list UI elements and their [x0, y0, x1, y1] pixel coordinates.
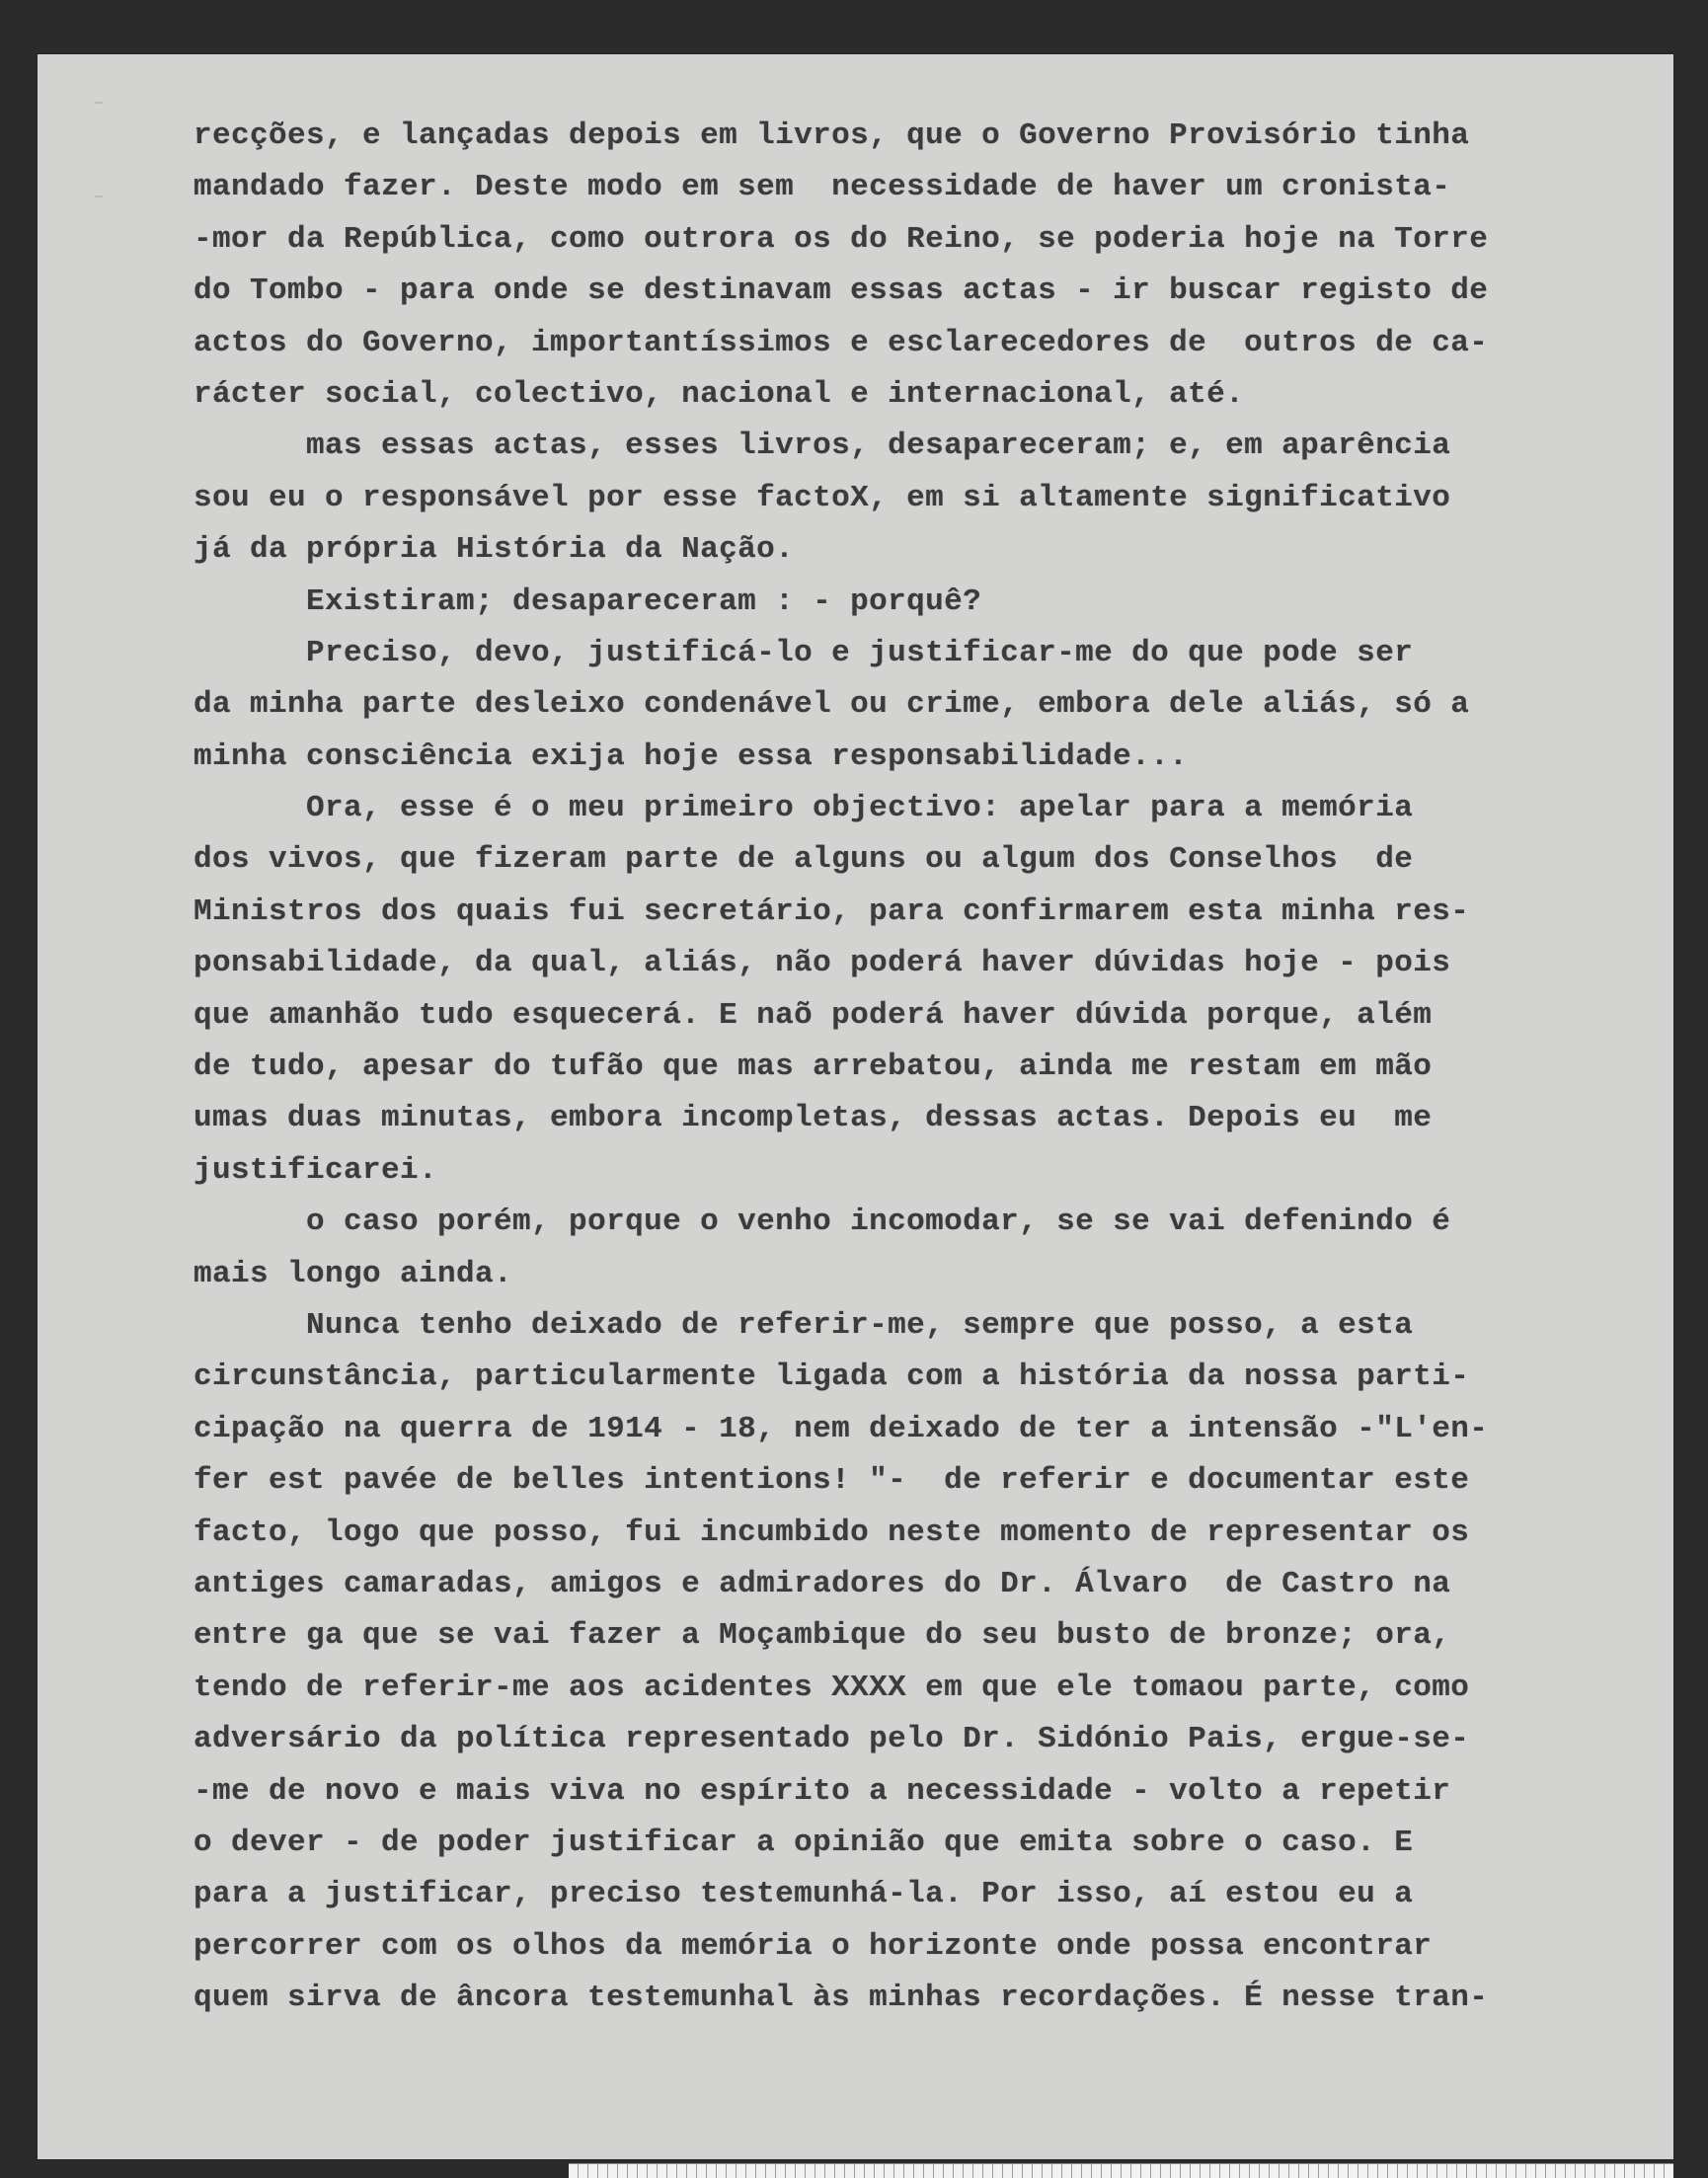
- text-line: adversário da política representado pelo Dr. Sidónio Pais, ergue-se-: [194, 1722, 1470, 1757]
- text-line: -mor da República, como outrora os do Reino, se poderia hoje na Torre: [194, 221, 1489, 257]
- text-line: o dever - de poder justificar a opinião que emita sobre o caso. E: [194, 1825, 1414, 1860]
- text-line: mandado fazer. Deste modo em sem necessidade de haver um cronista-: [194, 170, 1451, 205]
- text-line: tendo de referir-me aos acidentes XXXX em que ele tomaou parte, como: [194, 1670, 1470, 1705]
- text-line: dos vivos, que fizeram parte de alguns ou algum dos Conselhos de: [194, 842, 1414, 878]
- text-line: mas essas actas, esses livros, desapareceram; e, em aparência: [194, 428, 1451, 464]
- typed-text-body: [194, 111, 1605, 2024]
- text-line: -me de novo e mais viva no espírito a necessidade - volto a repetir: [194, 1773, 1451, 1809]
- text-line: da minha parte desleixo condenável ou crime, embora dele aliás, só a: [194, 687, 1470, 723]
- text-line: Nunca tenho deixado de referir-me, sempre que posso, a esta: [194, 1307, 1414, 1343]
- text-line: de tudo, apesar do tufão que mas arrebatou, ainda me restam em mão: [194, 1050, 1433, 1085]
- text-line: recções, e lançadas depois em livros, que o Governo Provisório tinha: [194, 118, 1470, 153]
- text-line: que amanhão tudo esquecerá. E naõ poderá haver dúvida porque, além: [194, 997, 1433, 1033]
- text-line: percorrer com os olhos da memória o horizonte onde possa encontrar: [194, 1928, 1433, 1964]
- text-line: justificarei.: [194, 1152, 438, 1188]
- scale-ruler: [569, 2163, 1673, 2178]
- text-line: sou eu o responsável por esse factoX, em si altamente significativo: [194, 480, 1451, 515]
- text-line: Ora, esse é o meu primeiro objectivo: apelar para a memória: [194, 791, 1414, 826]
- text-line: minha consciência exija hoje essa responsabilidade...: [194, 739, 1189, 774]
- text-line: para a justificar, preciso testemunhá-la. Por isso, aí estou eu a: [194, 1877, 1414, 1912]
- text-line: Existiram; desapareceram : - porquê?: [194, 583, 982, 619]
- text-line: rácter social, colectivo, nacional e internacional, até.: [194, 376, 1245, 412]
- text-line: facto, logo que posso, fui incumbido neste momento de representar os: [194, 1515, 1470, 1550]
- margin-mark: [95, 195, 103, 197]
- text-line: actos do Governo, importantíssimos e esclarecedores de outros de ca-: [194, 325, 1489, 360]
- margin-mark: [95, 102, 103, 104]
- text-line: do Tombo - para onde se destinavam essas actas - ir buscar registo de: [194, 273, 1489, 309]
- text-line: Preciso, devo, justificá-lo e justificar-me do que pode ser: [194, 635, 1414, 670]
- text-line: quem sirva de âncora testemunhal às minhas recordações. É nesse tran-: [194, 1981, 1489, 2016]
- text-line: cipação na querra de 1914 - 18, nem deixado de ter a intensão -"L'en-: [194, 1411, 1489, 1446]
- text-line: ponsabilidade, da qual, aliás, não poderá haver dúvidas hoje - pois: [194, 946, 1451, 981]
- text-line: entre ga que se vai fazer a Moçambique do seu busto de bronze; ora,: [194, 1618, 1451, 1654]
- text-line: Ministros dos quais fui secretário, para confirmarem esta minha res-: [194, 894, 1470, 929]
- text-line: umas duas minutas, embora incompletas, dessas actas. Depois eu me: [194, 1101, 1433, 1136]
- text-line: antiges camaradas, amigos e admiradores do Dr. Álvaro de Castro na: [194, 1566, 1451, 1601]
- text-line: circunstância, particularmente ligada com a história da nossa parti-: [194, 1360, 1470, 1395]
- text-line: já da própria História da Nação.: [194, 532, 795, 568]
- text-line: o caso porém, porque o venho incomodar, se se vai defenindo é: [194, 1205, 1451, 1240]
- text-line: mais longo ainda.: [194, 1256, 513, 1291]
- text-line: fer est pavée de belles intentions! "- de referir e documentar este: [194, 1463, 1470, 1499]
